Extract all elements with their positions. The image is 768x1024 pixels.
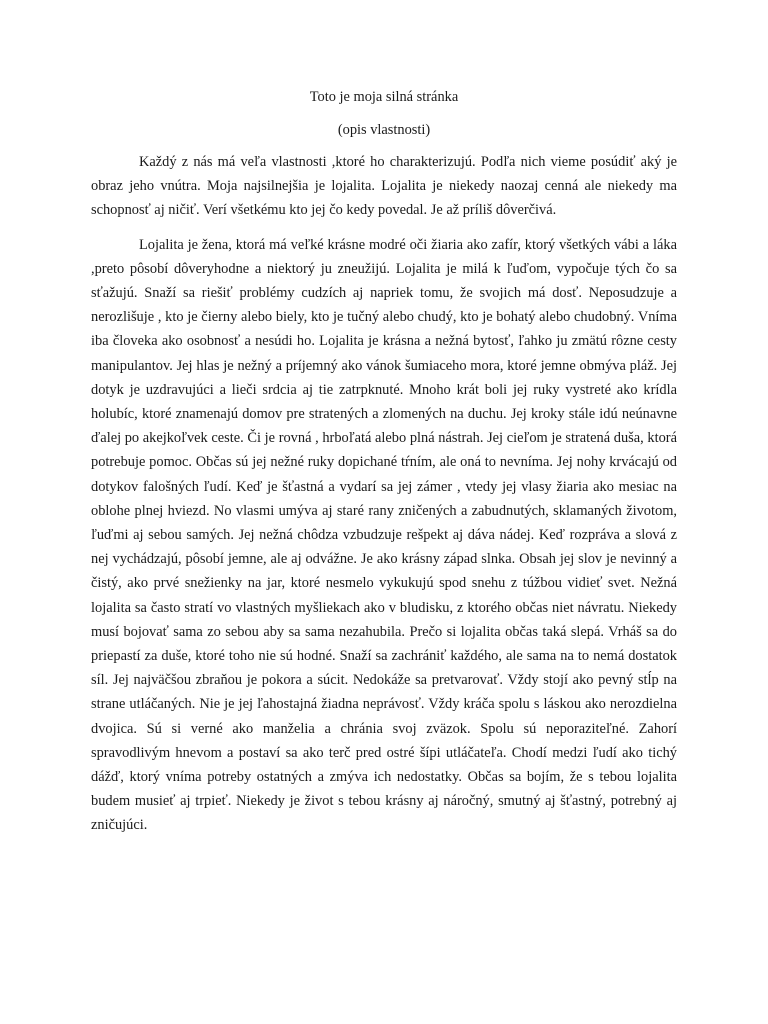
document-subtitle: (opis vlastnosti) xyxy=(337,122,431,138)
paragraph-intro: Každý z nás má veľa vlastnosti ,ktoré ho charakterizujú. Podľa nich vieme posúdiť aký je obraz jeho vnútra. Moja najsilnejšia je lojalita. Lojalita je niekedy naozaj cenná ale niekedy ma schopnosť aj ničiť. Verí všetkému kto jej čo kedy povedal. Je až príliš dôverčivá. xyxy=(91,154,677,219)
document-title: Toto je moja silná stránka xyxy=(309,89,459,105)
document-body xyxy=(91,150,677,838)
paragraph-description: Lojalita je žena, ktorá má veľké krásne modré oči žiaria ako zafír, ktorý všetkých vábi a láka ,preto pôsobí dôveryhodne a niektorý ju zneužijú. Lojalita je milá k ľuďom, vypočuje tých čo sa sťažujú. Snaží sa riešiť problémy cudzích aj napriek tomu, že svojich má dosť. Neposudzuje a nerozlišuje , kto je čierny alebo biely, kto je tučný alebo chudý, kto je bohatý alebo chudobný. Vníma iba človeka ako osobnosť a nesúdi ho. Lojalita je krásna a nežná bytosť, ľahko ju zmätú rôzne cesty manipulantov. Jej hlas je nežný a príjemný ako vánok šumiaceho mora, ktoré jemne obmýva pláž. Jej dotyk je uzdravujúci a lieči srdcia aj tie zatrpknuté. Mnoho krát boli jej ruky vystreté ako krídla holubíc, ktoré znamenajú domov pre stratených a zlomených na duchu. Jej kroky stále idú neúnavne ďalej po akejkoľvek ceste. Či je rovná , hrboľatá alebo plná nástrah. Jej cieľom je stratená duša, ktorá potrebuje pomoc. Občas sú jej nežné ruky dopichané tŕním, ale oná to nevníma. Jej nohy krvácajú od dotykov falošných ľudí. Keď je šťastná a vydarí sa jej zámer , vtedy jej vlasy žiaria ako mesiac na oblohe plnej hviezd. No vlasmi umýva aj staré rany zničených a zabudnutých, sklamaných životom, ľuďmi aj sebou samých. Jej nežná chôdza vzbudzuje rešpekt aj dáva nádej. Keď rozpráva a slová z nej vychádzajú, pôsobí jemne, ale aj odvážne. Je ako krásny západ slnka. Obsah jej slov je nevinný a čistý, ako prvé snežienky na jar, ktoré nesmelo vykukujú spod snehu z túžbou vidieť svet. Nežná lojalita sa často stratí vo vlastných myšliekach ako v bludisku, z ktorého občas niet návratu. Niekedy musí bojovať sama zo sebou aby sa sama nezahubila. Prečo si lojalita občas taká slepá. Vrháš sa do priepastí za duše, ktoré toho nie sú hodné. Snaží sa zachrániť každého, ale sama na to nemá dostatok síl. Jej najväčšou zbraňou je pokora a súcit. Nedokáže sa pretvarovať. Vždy stojí ako pevný stĺp na strane utláčaných. Nie je jej ľahostajná žiadna neprávosť. Vždy kráča spolu s láskou ako nerozdielna dvojica. Sú si verné ako manželia a chránia svoj zväzok. Spolu sú neporaziteľné. Zahorí spravodlivým hnevom a postaví sa ako terč pred ostré šípi utláčateľa. Chodí medzi ľudí ako tichý dážď, ktorý vníma potreby ostatných a zmýva ich nedostatky. Občas sa bojím, že s tebou lojalita budem musieť aj trpieť. Niekedy je život s tebou krásny aj náročný, smutný aj šťastný, potrebný aj zničujúci. xyxy=(91,236,677,834)
